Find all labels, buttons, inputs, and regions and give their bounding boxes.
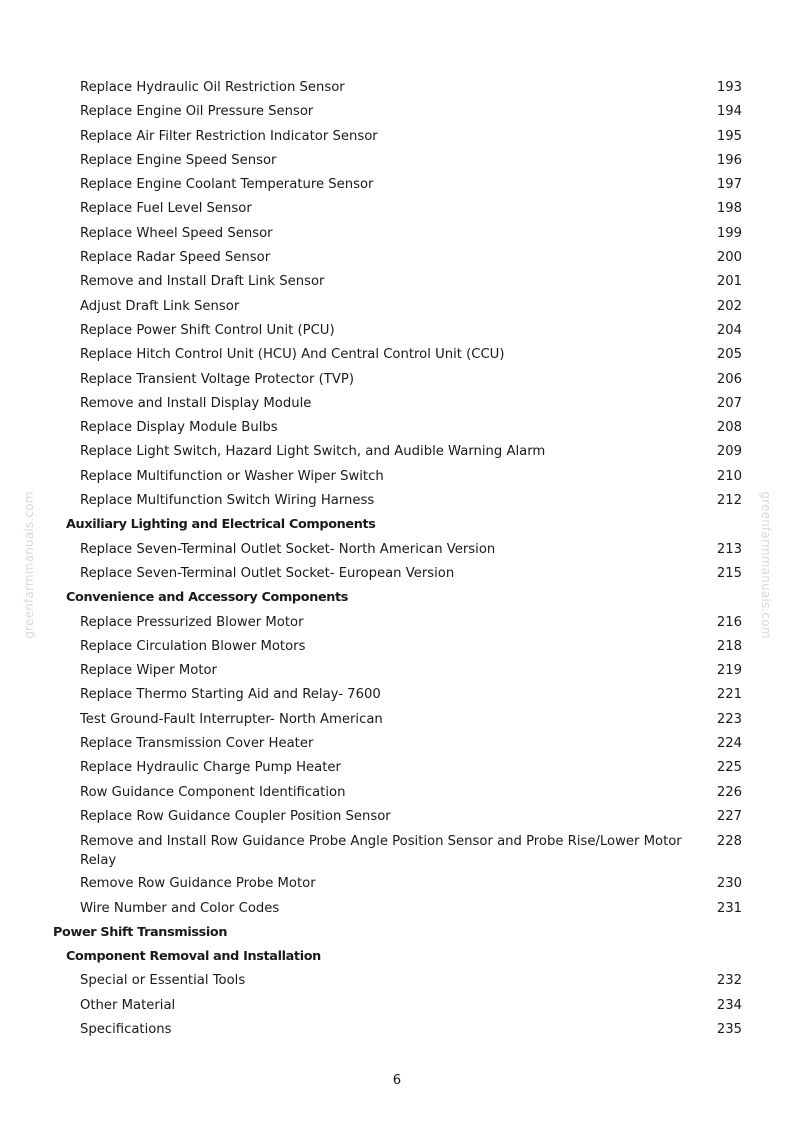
toc-entry-title: Adjust Draft Link Sensor (80, 298, 240, 314)
toc-entry[interactable] (0, 416, 794, 440)
toc-entry-title: Replace Engine Speed Sensor (80, 152, 277, 168)
toc-entry-title: Replace Engine Coolant Temperature Sensor (80, 177, 374, 193)
toc-entry-title: Replace Wiper Motor (80, 663, 217, 679)
toc-entry-title: Replace Row Guidance Coupler Position Sensor (80, 808, 391, 824)
toc-entry-page: 202 (716, 298, 742, 314)
toc-entry-title: Specifications (80, 1021, 172, 1037)
toc-entry-title: Special or Essential Tools (80, 973, 246, 989)
toc-entry[interactable] (0, 270, 794, 294)
toc-entry[interactable] (0, 76, 794, 100)
toc-entry-page: 232 (716, 973, 742, 989)
toc-entry-page: 193 (716, 80, 742, 95)
toc-entry-title: Replace Multifunction or Washer Wiper Switch (80, 468, 384, 484)
toc-entry[interactable] (0, 197, 794, 221)
toc-entry-page: 223 (716, 711, 742, 727)
toc-entry[interactable] (0, 246, 794, 270)
toc-entry-page: 209 (716, 444, 742, 460)
toc-entry-title: Replace Hitch Control Unit (HCU) And Central Control Unit (CCU) (80, 347, 505, 363)
toc-entry-title: Replace Transmission Cover Heater (80, 736, 314, 752)
toc-entry-title: Replace Seven-Terminal Outlet Socket- North American Version (80, 541, 496, 557)
toc-entry-page: 231 (716, 900, 742, 916)
toc-entry-title: Replace Radar Speed Sensor (80, 250, 271, 266)
toc-entry[interactable] (0, 222, 794, 246)
toc-entry-page: 235 (716, 1021, 742, 1037)
toc-entry-title: Replace Display Module Bulbs (80, 420, 278, 436)
toc-entry-page: 206 (716, 371, 742, 387)
toc-entry[interactable] (0, 805, 794, 829)
toc-entry-title: Other Material (80, 997, 176, 1013)
toc-entry-title: Replace Seven-Terminal Outlet Socket- European Version (80, 565, 455, 581)
toc-entry[interactable] (0, 149, 794, 173)
toc-heading-title: Power Shift Transmission (53, 924, 228, 940)
toc-entry-page: 205 (716, 347, 742, 363)
toc-entry[interactable] (0, 781, 794, 805)
toc-entry-page: 198 (716, 201, 742, 217)
toc-entry[interactable] (0, 538, 794, 562)
toc-entry-title: Replace Pressurized Blower Motor (80, 614, 304, 630)
toc-entry-page: 200 (716, 250, 742, 266)
toc-entry-page: 213 (716, 541, 742, 557)
toc-entry[interactable] (0, 635, 794, 659)
toc-entry-title: Remove and Install Row Guidance Probe Angle Position Sensor and Probe Rise/Lower Motor Relay (80, 834, 682, 869)
toc-heading-title: Component Removal and Installation (66, 949, 321, 965)
toc-entry[interactable] (0, 969, 794, 993)
toc-entry-page: 196 (716, 152, 742, 168)
toc-entry-title: Replace Fuel Level Sensor (80, 201, 252, 217)
page-number: 6 (392, 1073, 402, 1088)
toc-section-heading[interactable] (0, 586, 794, 610)
toc-entry-title: Replace Multifunction Switch Wiring Harness (80, 493, 375, 509)
toc-heading-title: Convenience and Accessory Components (66, 590, 349, 606)
toc-entry-page: 216 (716, 614, 742, 630)
toc-entry-page: 207 (716, 395, 742, 411)
toc-section-heading[interactable] (0, 513, 794, 537)
table-of-contents (0, 76, 794, 1042)
toc-entry-title: Replace Transient Voltage Protector (TVP) (80, 371, 354, 387)
toc-entry[interactable] (0, 343, 794, 367)
toc-entry[interactable] (0, 683, 794, 707)
toc-chapter-heading[interactable] (0, 921, 794, 945)
toc-entry[interactable] (0, 440, 794, 464)
toc-entry[interactable] (0, 392, 794, 416)
watermark-right: greenfarmmanuals.com (759, 491, 773, 639)
toc-entry[interactable] (0, 659, 794, 683)
toc-entry-page: 226 (716, 784, 742, 800)
toc-entry-page: 234 (716, 997, 742, 1013)
toc-entry-page: 227 (716, 808, 742, 824)
toc-entry[interactable] (0, 708, 794, 732)
toc-entry[interactable] (0, 465, 794, 489)
toc-entry[interactable] (0, 756, 794, 780)
toc-entry-title: Wire Number and Color Codes (80, 900, 280, 916)
toc-entry-title: Row Guidance Component Identification (80, 784, 346, 800)
toc-entry-page: 199 (716, 225, 742, 241)
toc-entry[interactable] (0, 1018, 794, 1042)
toc-entry[interactable] (0, 295, 794, 319)
toc-entry-page: 201 (716, 274, 742, 290)
toc-entry[interactable] (0, 562, 794, 586)
toc-entry-title: Replace Circulation Blower Motors (80, 638, 306, 654)
toc-entry-title: Replace Hydraulic Oil Restriction Sensor (80, 80, 345, 95)
toc-entry-page: 219 (716, 663, 742, 679)
toc-heading-title: Auxiliary Lighting and Electrical Components (66, 517, 376, 533)
toc-entry[interactable] (0, 368, 794, 392)
toc-entry[interactable] (0, 489, 794, 513)
toc-entry[interactable] (0, 897, 794, 921)
toc-entry[interactable] (0, 173, 794, 197)
toc-entry-page: 204 (716, 322, 742, 338)
toc-entry-page: 228 (716, 834, 742, 850)
toc-entry-title: Remove and Install Draft Link Sensor (80, 274, 325, 290)
toc-entry[interactable] (0, 994, 794, 1018)
toc-entry-page: 195 (716, 128, 742, 144)
toc-entry-title: Remove Row Guidance Probe Motor (80, 876, 316, 892)
toc-entry-page: 224 (716, 736, 742, 752)
toc-entry-title: Replace Light Switch, Hazard Light Switch, and Audible Warning Alarm (80, 444, 546, 460)
toc-entry-page: 215 (716, 565, 742, 581)
toc-entry-page: 194 (716, 104, 742, 120)
toc-entry[interactable] (0, 872, 794, 896)
toc-entry-title: Test Ground-Fault Interrupter- North American (80, 711, 383, 727)
toc-entry-title: Replace Hydraulic Charge Pump Heater (80, 760, 341, 776)
toc-entry-page: 212 (716, 493, 742, 509)
toc-entry-title: Remove and Install Display Module (80, 395, 312, 411)
toc-entry[interactable] (0, 611, 794, 635)
toc-entry-page: 225 (716, 760, 742, 776)
toc-entry-title: Replace Air Filter Restriction Indicator Sensor (80, 128, 378, 144)
toc-entry-title: Replace Power Shift Control Unit (PCU) (80, 322, 335, 338)
toc-entry-page: 208 (716, 420, 742, 436)
toc-entry-page: 221 (716, 687, 742, 703)
toc-entry[interactable] (0, 100, 794, 124)
toc-entry-page: 230 (716, 876, 742, 892)
toc-section-heading[interactable] (0, 945, 794, 969)
watermark-left: greenfarmmanuals.com (22, 491, 36, 639)
toc-entry-page: 218 (716, 638, 742, 654)
toc-entry-title: Replace Wheel Speed Sensor (80, 225, 273, 241)
toc-entry-page: 197 (716, 177, 742, 193)
toc-entry-title: Replace Engine Oil Pressure Sensor (80, 104, 314, 120)
toc-entry[interactable] (0, 732, 794, 756)
toc-entry[interactable] (0, 319, 794, 343)
toc-entry[interactable] (0, 829, 794, 872)
toc-entry-title: Replace Thermo Starting Aid and Relay- 7600 (80, 687, 381, 703)
toc-entry[interactable] (0, 125, 794, 149)
toc-entry-page: 210 (716, 468, 742, 484)
